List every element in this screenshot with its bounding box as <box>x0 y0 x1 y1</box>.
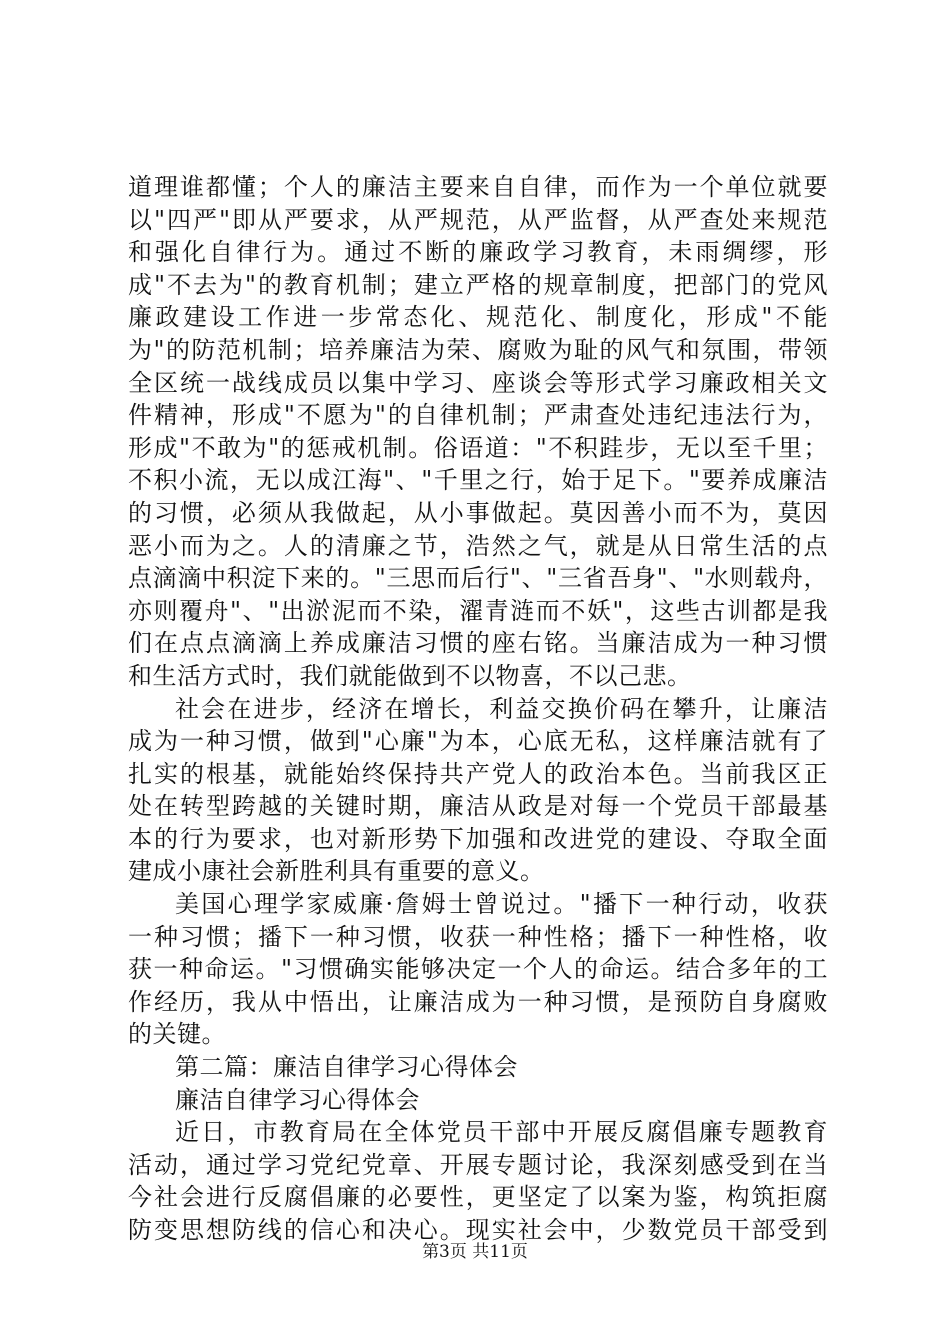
text-line: 获一种命运。"习惯确实能够决定一个人的命运。结合多年的工 <box>128 955 828 984</box>
text-line: 为"的防范机制；培养廉洁为荣、腐败为耻的风气和氛围，带领 <box>128 335 828 364</box>
text-line: 点滴滴中积淀下来的。"三思而后行"、"三省吾身"、"水则载舟， <box>128 564 828 593</box>
text-line: 件精神，形成"不愿为"的自律机制；严肃查处违纪违法行为， <box>128 401 828 430</box>
text-line: 处在转型跨越的关键时期，廉洁从政是对每一个党员干部最基 <box>128 792 828 821</box>
text-line: 廉政建设工作进一步常态化、规范化、制度化，形成"不能 <box>128 303 828 332</box>
paragraph-first-line: 近日，市教育局在全体党员干部中开展反腐倡廉专题教育 <box>175 1118 828 1147</box>
text-line: 防变思想防线的信心和决心。现实社会中，少数党员干部受到 <box>128 1216 828 1244</box>
text-line: 作经历，我从中悟出，让廉洁成为一种习惯，是预防自身腐败 <box>128 987 828 1016</box>
text-line: 以"四严"即从严要求，从严规范，从严监督，从严查处来规范 <box>128 205 828 234</box>
text-line: 形成"不敢为"的惩戒机制。俗语道："不积跬步，无以至千里； <box>128 433 828 462</box>
text-line: 的关键。 <box>128 1020 226 1049</box>
text-line: 道理谁都懂；个人的廉洁主要来自自律，而作为一个单位就要 <box>128 173 828 201</box>
text-line: 和强化自律行为。通过不断的廉政学习教育，未雨绸缪，形 <box>128 238 828 267</box>
text-line: 本的行为要求，也对新形势下加强和改进党的建设、夺取全面 <box>128 824 828 853</box>
body-text <box>128 171 828 1247</box>
paragraph-first-line: 社会在进步，经济在增长，利益交换价码在攀升，让廉洁 <box>175 694 828 723</box>
text-line: 和生活方式时，我们就能做到不以物喜，不以己悲。 <box>128 661 692 690</box>
text-line: 恶小而为之。人的清廉之节，浩然之气，就是从日常生活的点 <box>128 531 828 560</box>
paragraph-first-line: 美国心理学家威廉·詹姆士曾说过。"播下一种行动，收获 <box>175 890 828 919</box>
text-line: 成"不去为"的教育机制；建立严格的规章制度，把部门的党风 <box>128 270 828 299</box>
page-number-footer: 第3页 共11页 <box>422 1242 528 1262</box>
text-line: 成为一种习惯，做到"心廉"为本，心底无私，这样廉洁就有了 <box>128 727 828 756</box>
section-title: 廉洁自律学习心得体会 <box>175 1085 420 1114</box>
text-line: 建成小康社会新胜利具有重要的意义。 <box>128 857 545 886</box>
text-line: 们在点点滴滴上养成廉洁习惯的座右铭。当廉洁成为一种习惯 <box>128 629 828 658</box>
text-line: 亦则覆舟"、"出淤泥而不染，濯青涟而不妖"，这些古训都是我 <box>128 596 828 625</box>
section-heading: 第二篇：廉洁自律学习心得体会 <box>175 1053 518 1082</box>
text-line: 一种习惯；播下一种习惯，收获一种性格；播下一种性格，收 <box>128 922 828 951</box>
text-line: 活动，通过学习党纪党章、开展专题讨论，我深刻感受到在当 <box>128 1150 828 1179</box>
text-line: 全区统一战线成员以集中学习、座谈会等形式学习廉政相关文 <box>128 368 828 397</box>
text-line: 今社会进行反腐倡廉的必要性，更坚定了以案为鉴，构筑拒腐 <box>128 1183 828 1212</box>
text-line: 不积小流，无以成江海"、"千里之行，始于足下。"要养成廉洁 <box>128 466 828 495</box>
text-line: 的习惯，必须从我做起，从小事做起。莫因善小而不为，莫因 <box>128 498 828 527</box>
text-line: 扎实的根基，就能始终保持共产党人的政治本色。当前我区正 <box>128 759 828 788</box>
